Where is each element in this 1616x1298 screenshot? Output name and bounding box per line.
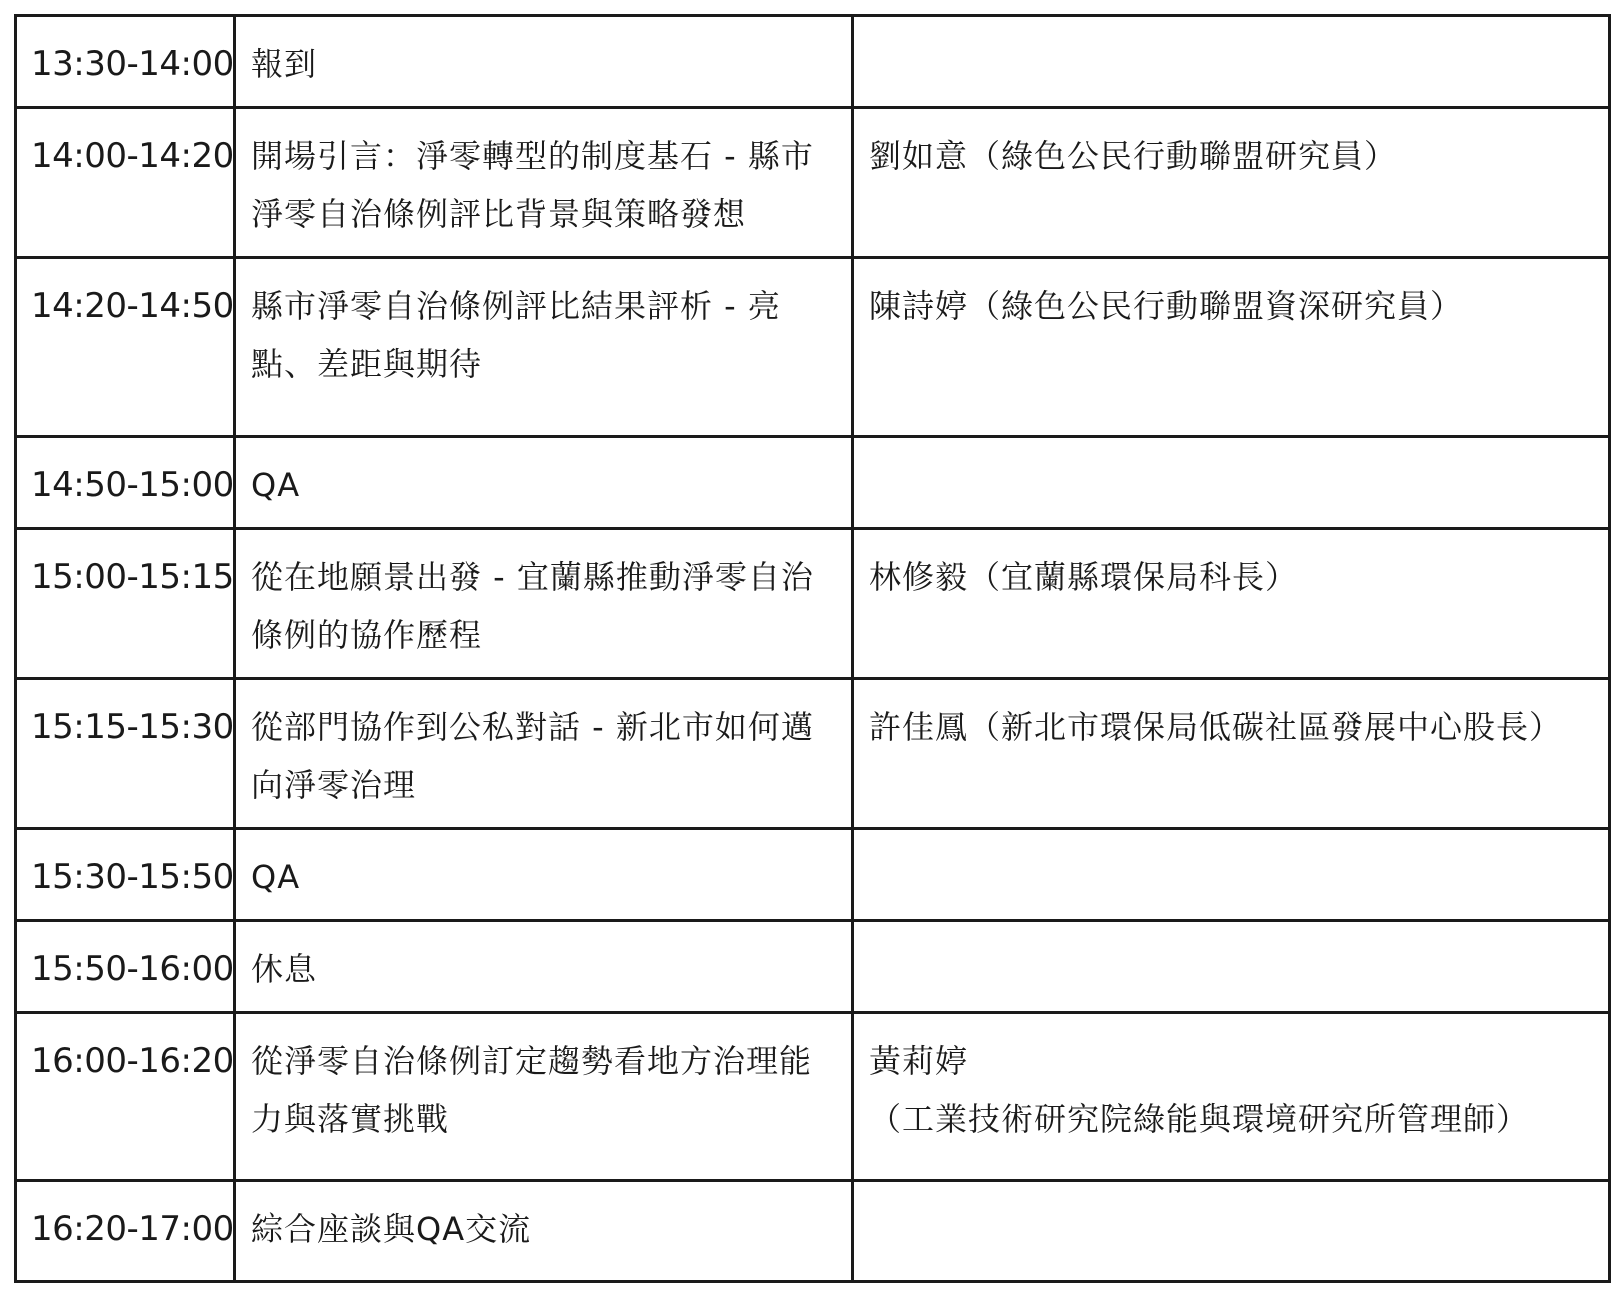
time-cell <box>16 258 235 437</box>
table-row <box>16 16 1610 108</box>
table-row <box>16 1181 1610 1282</box>
speaker-cell <box>853 921 1610 1013</box>
speaker-cell <box>853 1013 1610 1181</box>
speaker-cell <box>853 258 1610 437</box>
topic-cell <box>235 258 853 437</box>
time-cell <box>16 679 235 829</box>
topic-cell <box>235 679 853 829</box>
table-row <box>16 679 1610 829</box>
table-row <box>16 1013 1610 1181</box>
speaker-cell <box>853 829 1610 921</box>
speaker-cell <box>853 437 1610 529</box>
time-cell <box>16 437 235 529</box>
time-cell <box>16 921 235 1013</box>
topic-cell <box>235 829 853 921</box>
speaker-text: 劉如意（綠色公民行動聯盟研究員） <box>869 137 1398 175</box>
speaker-affiliation-text: （工業技術研究院綠能與環境研究所管理師） <box>869 1100 1530 1138</box>
speaker-text: 黃莉婷 <box>869 1042 969 1080</box>
topic-text: 從淨零自治條例訂定趨勢看地方治理能力與落實挑戰 <box>251 1042 813 1138</box>
speaker-cell <box>853 679 1610 829</box>
agenda-table <box>14 14 1611 1283</box>
time-cell <box>16 16 235 108</box>
speaker-cell <box>853 16 1610 108</box>
time-cell <box>16 529 235 679</box>
table-row <box>16 258 1610 437</box>
time-text: 15:15-15:30 <box>31 707 234 747</box>
table-row <box>16 529 1610 679</box>
table-row <box>16 108 1610 258</box>
time-text: 16:20-17:00 <box>31 1209 234 1249</box>
time-cell <box>16 108 235 258</box>
topic-text: 從在地願景出發 - 宜蘭縣推動淨零自治條例的協作歷程 <box>251 558 814 654</box>
time-text: 14:50-15:00 <box>31 465 234 505</box>
speaker-text: 林修毅（宜蘭縣環保局科長） <box>869 558 1299 596</box>
topic-cell <box>235 437 853 529</box>
topic-text: 休息 <box>251 950 318 988</box>
topic-text: 報到 <box>251 45 318 83</box>
time-cell <box>16 1181 235 1282</box>
speaker-cell <box>853 108 1610 258</box>
table-row <box>16 829 1610 921</box>
time-text: 15:00-15:15 <box>31 557 234 597</box>
topic-text: 縣市淨零自治條例評比結果評析 - 亮點、差距與期待 <box>251 287 781 383</box>
table-row <box>16 437 1610 529</box>
time-text: 14:20-14:50 <box>31 286 234 326</box>
topic-text: 從部門協作到公私對話 - 新北市如何邁向淨零治理 <box>251 708 814 804</box>
speaker-cell <box>853 1181 1610 1282</box>
speaker-cell <box>853 529 1610 679</box>
topic-text: 開場引言：淨零轉型的制度基石 - 縣市淨零自治條例評比背景與策略發想 <box>251 137 814 233</box>
topic-text: QA <box>251 466 301 504</box>
topic-cell <box>235 108 853 258</box>
time-cell <box>16 829 235 921</box>
table-row <box>16 921 1610 1013</box>
time-cell <box>16 1013 235 1181</box>
time-text: 16:00-16:20 <box>31 1041 234 1081</box>
topic-cell <box>235 16 853 108</box>
time-text: 15:50-16:00 <box>31 949 234 989</box>
speaker-text: 陳詩婷（綠色公民行動聯盟資深研究員） <box>869 287 1464 325</box>
topic-cell <box>235 1181 853 1282</box>
topic-cell <box>235 921 853 1013</box>
topic-text: QA <box>251 858 301 896</box>
time-text: 14:00-14:20 <box>31 136 234 176</box>
time-text: 15:30-15:50 <box>31 857 234 897</box>
topic-cell <box>235 529 853 679</box>
topic-text: 綜合座談與QA交流 <box>251 1210 532 1248</box>
topic-cell <box>235 1013 853 1181</box>
time-text: 13:30-14:00 <box>31 44 234 84</box>
speaker-text: 許佳鳳（新北市環保局低碳社區發展中心股長） <box>869 708 1563 746</box>
